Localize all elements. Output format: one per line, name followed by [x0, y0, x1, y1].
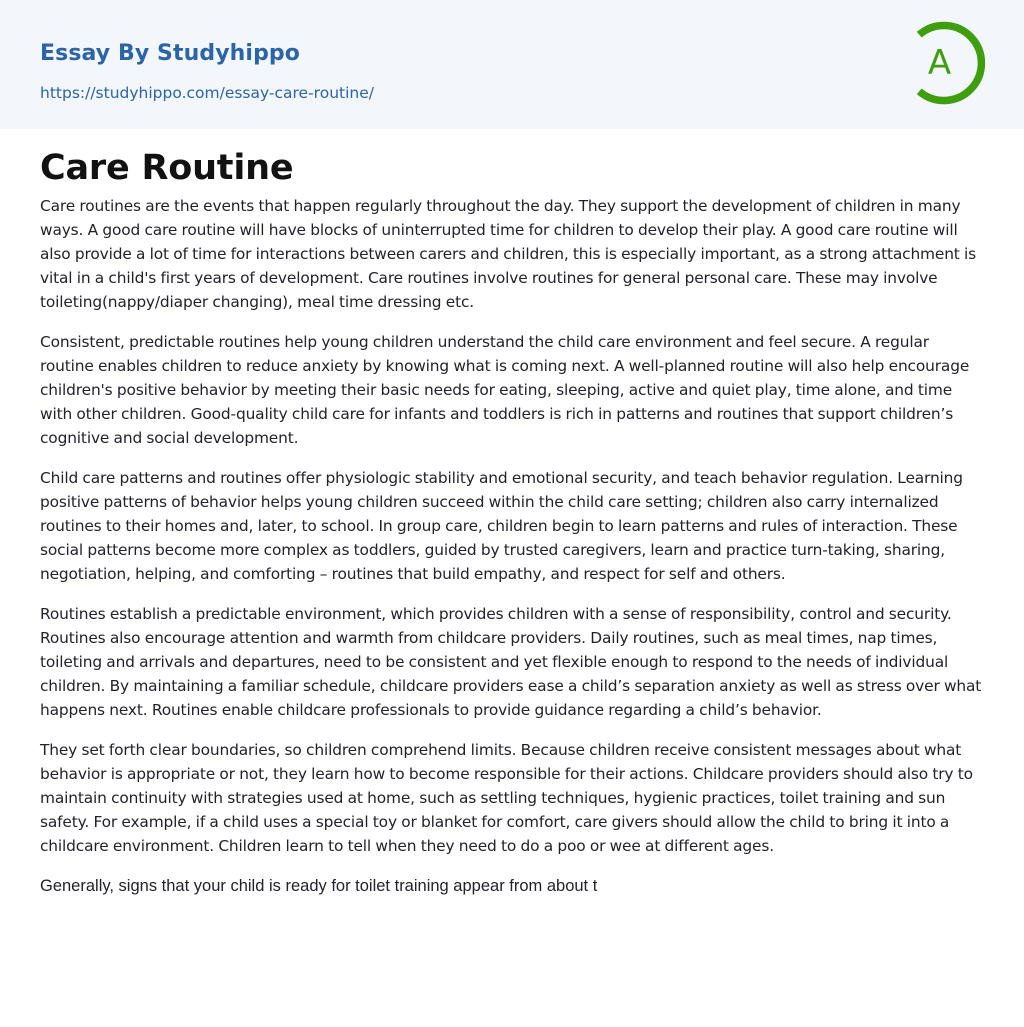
article-paragraph-truncated: Generally, signs that your child is ready for toilet training appear from about t	[40, 877, 598, 895]
studyhippo-logo[interactable]	[900, 18, 990, 108]
circle-a-logo-icon	[900, 18, 990, 108]
logo-letter: A	[927, 43, 952, 83]
brand-title[interactable]: Essay By Studyhippo	[40, 41, 300, 66]
article-paragraph: Consistent, predictable routines help young children understand the child care environment and feel secure. A regular routine enables children to reduce anxiety by knowing what is coming next. A well-planned routine will also help encourage children's positive behavior by meeting their basic needs for eating, sleeping, active and quiet play, time alone, and time with other children. Good-quality child care for infants and toddlers is rich in patterns and routines that support children’s cognitive and social development.	[40, 333, 970, 447]
article-paragraph: Care routines are the events that happen regularly throughout the day. They support the development of children in many ways. A good care routine will have blocks of uninterrupted time for children to develop their play. A good care routine will also provide a lot of time for interactions between carers and children, this is especially important, as a strong attachment is vital in a child's first years of development. Care routines involve routines for general personal care. These may involve toileting(nappy/diaper changing), meal time dressing etc.	[40, 197, 977, 311]
article-paragraph: Child care patterns and routines offer physiologic stability and emotional security, and teach behavior regulation. Learning positive patterns of behavior helps young children succeed within the child care setting; children also carry internalized routines to their homes and, later, to school. In group care, children begin to learn patterns and rules of interaction. These social patterns become more complex as toddlers, guided by trusted caregivers, learn and practice turn-taking, sharing, negotiation, helping, and comforting – routines that build empathy, and respect for self and others.	[40, 469, 963, 583]
page-title: Care Routine	[40, 148, 294, 188]
essay-url-link[interactable]: https://studyhippo.com/essay-care-routine/	[40, 84, 374, 102]
article	[40, 146, 984, 914]
site-header	[0, 0, 1024, 129]
article-paragraph: They set forth clear boundaries, so children comprehend limits. Because children receive consistent messages about what behavior is appropriate or not, they learn how to become responsible for their actions. Childcare providers should also try to maintain continuity with strategies used at home, such as settling techniques, hygienic practices, toilet training and sun safety. For example, if a child uses a special toy or blanket for comfort, care givers should allow the child to bring it into a childcare environment. Children learn to tell when they need to do a poo or wee at different ages.	[40, 741, 973, 855]
article-paragraph: Routines establish a predictable environment, which provides children with a sense of responsibility, control and security. Routines also encourage attention and warmth from childcare providers. Daily routines, such as meal times, nap times, toileting and arrivals and departures, need to be consistent and yet flexible enough to respond to the needs of individual children. By maintaining a familiar schedule, childcare providers ease a child’s separation anxiety as well as stress over what happens next. Routines enable childcare professionals to provide guidance regarding a child’s behavior.	[40, 605, 982, 719]
